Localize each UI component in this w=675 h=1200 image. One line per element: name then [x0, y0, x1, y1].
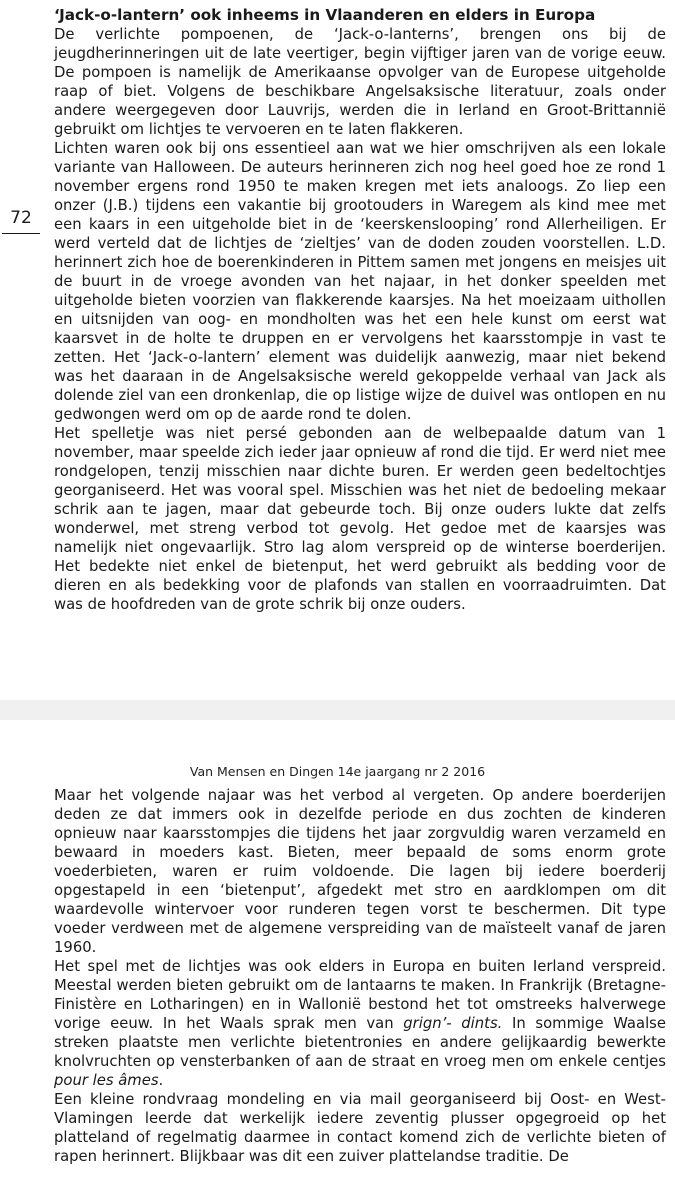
french-phrase: pour les âmes	[54, 1072, 159, 1089]
walloon-term: grign’- dints.	[403, 1015, 503, 1032]
paragraph-2: Lichten waren ook bij ons essentieel aan wat we hier omschrijven als een lokale variante van Halloween. De auteurs herinneren zich nog heel goed hoe ze rond 1 november ergens rond 1950 te maken kregen met iets analoogs. Zo liep een onzer (J.B.) tijdens een vakantie bij grootouders in Waregem als kind mee met een kaars in een uitgeholde biet in de ‘keerskenslooping’ rond Allerheiligen. Er werd verteld dat de lichtjes de ‘zieltjes’ van de doden zouden voorstellen. L.D. herinnert zich hoe de boerenkinderen in Pittem samen met jongens en meisjes uit de buurt in de vroege avonden van het najaar, in het donker speelden met uitgeholde bieten voorzien van flakkerende kaarsjes. Na het moeizaam uithollen en uitsnijden van oog- en mondholten was het een hele kunst om eerst wat kaarsvet in de holte te druppen en er vervolgens het kaarsstompje in vast te zetten. Het ‘Jack-o-lantern’ element was duidelijk aanwezig, maar niet bekend was het daaraan in de Angelsaksische wereld gekoppelde verhaal van Jack als dolende ziel van een dronkenlap, die op listige wijze de duivel was ontlopen en nu gedwongen werd om op de aarde rond te dolen.	[54, 140, 666, 423]
paragraph-5-text-c: .	[158, 1072, 164, 1089]
paragraph-1: De verlichte pompoenen, de ‘Jack-o-lanterns’, brengen ons bij de jeugdherinneringen uit de late veertiger, begin vijftiger jaren van de vorige eeuw. De pompoen is namelijk de Amerikaanse opvolger van de Europese uitgeholde raap of biet. Volgens de beschikbare Angelsaksische literatuur, zoals onder andere weergegeven door Lauvrijs, werden die in Ierland en Groot-Brittannië gebruikt om lichtjes te vervoeren en te laten flakkeren.	[54, 26, 666, 138]
page-number-rule	[2, 233, 40, 234]
page-separator	[0, 700, 675, 720]
paragraph-6: Een kleine rondvraag mondeling en via mail georganiseerd bij Oost- en West-Vlamingen leerde dat werkelijk iedere zeventig plusser opgegroeid op het platteland of regelmatig daarmee in contact komend zich de verlichte bieten of rapen herinnert. Blijkbaar was dit een zuiver plattelandse traditie. De	[54, 1091, 666, 1165]
paragraph-3: Het spelletje was niet persé gebonden aan de welbepaalde datum van 1 november, maar speelde zich ieder jaar opnieuw af rond die tijd. Er werd niet mee rondgelopen, tenzij misschien naar dichte buren. Er werden geen bedeltochtjes georganiseerd. Het was vooral spel. Misschien was het niet de bedoeling mekaar schrik aan te jagen, maar dat gebeurde toch. Bij onze ouders lukte dat zelfs wonderwel, met streng verbod tot gevolg. Het gedoe met de kaarsjes was namelijk niet ongevaarlijk. Stro lag alom verspreid op de winterse boerderijen. Het bedekte niet enkel de bietenput, het werd gebruikt als bedding voor de dieren en als bedekking voor de plafonds van stallen en voorraadruimten. Dat was de hoofdreden van de grote schrik bij onze ouders.	[54, 425, 666, 613]
section-heading: ‘Jack-o-lantern’ ook inheems in Vlaanderen en elders in Europa	[54, 6, 596, 24]
article-column	[54, 6, 666, 614]
paragraph-5	[54, 957, 666, 1090]
paragraph-5-text-b: In sommige Waalse streken plaatste men verlichte bietentronies en andere gelijkaardig bewerkte knolvruchten op vensterbanken of aan de straat en vroeg men om enkele centjes	[54, 1015, 666, 1070]
paragraph-5-text-a: Het spel met de lichtjes was ook elders in Europa en buiten Ierland verspreid. Meestal werden bieten gebruikt om de lantaarns te maken. In Frankrijk (Bretagne-Finistère en Lotharingen) en in Wallonië bestond het tot omstreeks halverwege vorige eeuw. In het Waals sprak men van	[54, 958, 666, 1032]
article-column-continued	[54, 786, 666, 1166]
running-header: Van Mensen en Dingen 14e jaargang nr 2 2016	[189, 764, 486, 779]
paragraph-4: Maar het volgende najaar was het verbod al vergeten. Op andere boerderijen deden ze dat immers ook in dezelfde periode en dus zochten de kinderen opnieuw naar kaarsstompjes die tijdens het jaar zorgvuldig waren verzameld en bewaard in moeders kast. Bieten, meer bepaald de soms enorm grote voederbieten, waren er ruim voldoende. Die lagen bij iedere boerderij opgestapeld in een ‘bietenput’, afgedekt met stro en aardklompen om dit waardevolle wintervoer voor runderen tegen vorst te beschermen. Dit type voeder verdween met de algemene verspreiding van de maïsteelt vanaf de jaren 1960.	[54, 787, 666, 956]
page-number: 72	[10, 208, 32, 228]
